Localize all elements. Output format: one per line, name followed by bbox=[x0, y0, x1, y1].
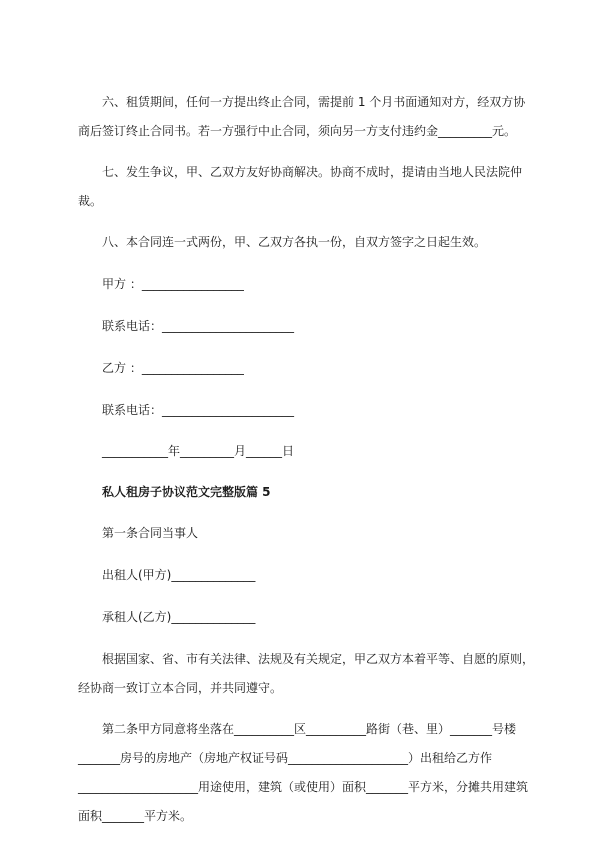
article-1-title: 第一条合同当事人 bbox=[102, 526, 199, 540]
lessee-line: 承租人(乙方)______________ bbox=[102, 610, 256, 624]
party-a-phone-line: 联系电话：______________________ bbox=[102, 319, 295, 333]
clause-7-line-2: 裁。 bbox=[78, 194, 103, 208]
article-2-line-1: 第二条甲方同意将坐落在__________区__________路街（巷、里）_______号楼 bbox=[102, 722, 517, 736]
section-title: 私人租房子协议范文完整版篇 5 bbox=[102, 485, 271, 499]
preamble-line-2: 经协商一致订立本合同，并共同遵守。 bbox=[78, 681, 283, 695]
preamble-line-1: 根据国家、省、市有关法律、法规及有关规定，甲乙双方本着平等、自愿的原则， bbox=[102, 652, 535, 666]
party-b-signature-line: 乙方 ：_________________ bbox=[102, 361, 244, 375]
clause-7-line-1: 七、发生争议，甲、乙双方友好协商解决。协商不成时，提请由当地人民法院仲 bbox=[102, 165, 523, 179]
party-a-signature-line: 甲方 ：_________________ bbox=[102, 277, 244, 291]
clause-6-line-1: 六、租赁期间，任何一方提出终止合同，需提前 1 个月书面通知对方，经双方协 bbox=[102, 95, 526, 109]
date-line: ___________年_________月______日 bbox=[102, 444, 295, 458]
lessor-line: 出租人(甲方)______________ bbox=[102, 568, 256, 582]
clause-8-line-1: 八、本合同连一式两份，甲、乙双方各执一份，自双方签字之日起生效。 bbox=[102, 235, 487, 249]
article-2-line-3: ____________________用途使用，建筑（或使用）面积_______平方米，分摊共用建筑 bbox=[78, 780, 529, 794]
clause-6-line-2: 商后签订终止合同书。若一方强行中止合同，须向另一方支付违约金_________元。 bbox=[78, 124, 517, 138]
party-b-phone-line: 联系电话：______________________ bbox=[102, 403, 295, 417]
article-2-line-2: _______房号的房地产（房地产权证号码____________________）出租给乙方作 bbox=[78, 751, 493, 765]
article-2-line-4: 面积_______平方米。 bbox=[78, 809, 193, 823]
